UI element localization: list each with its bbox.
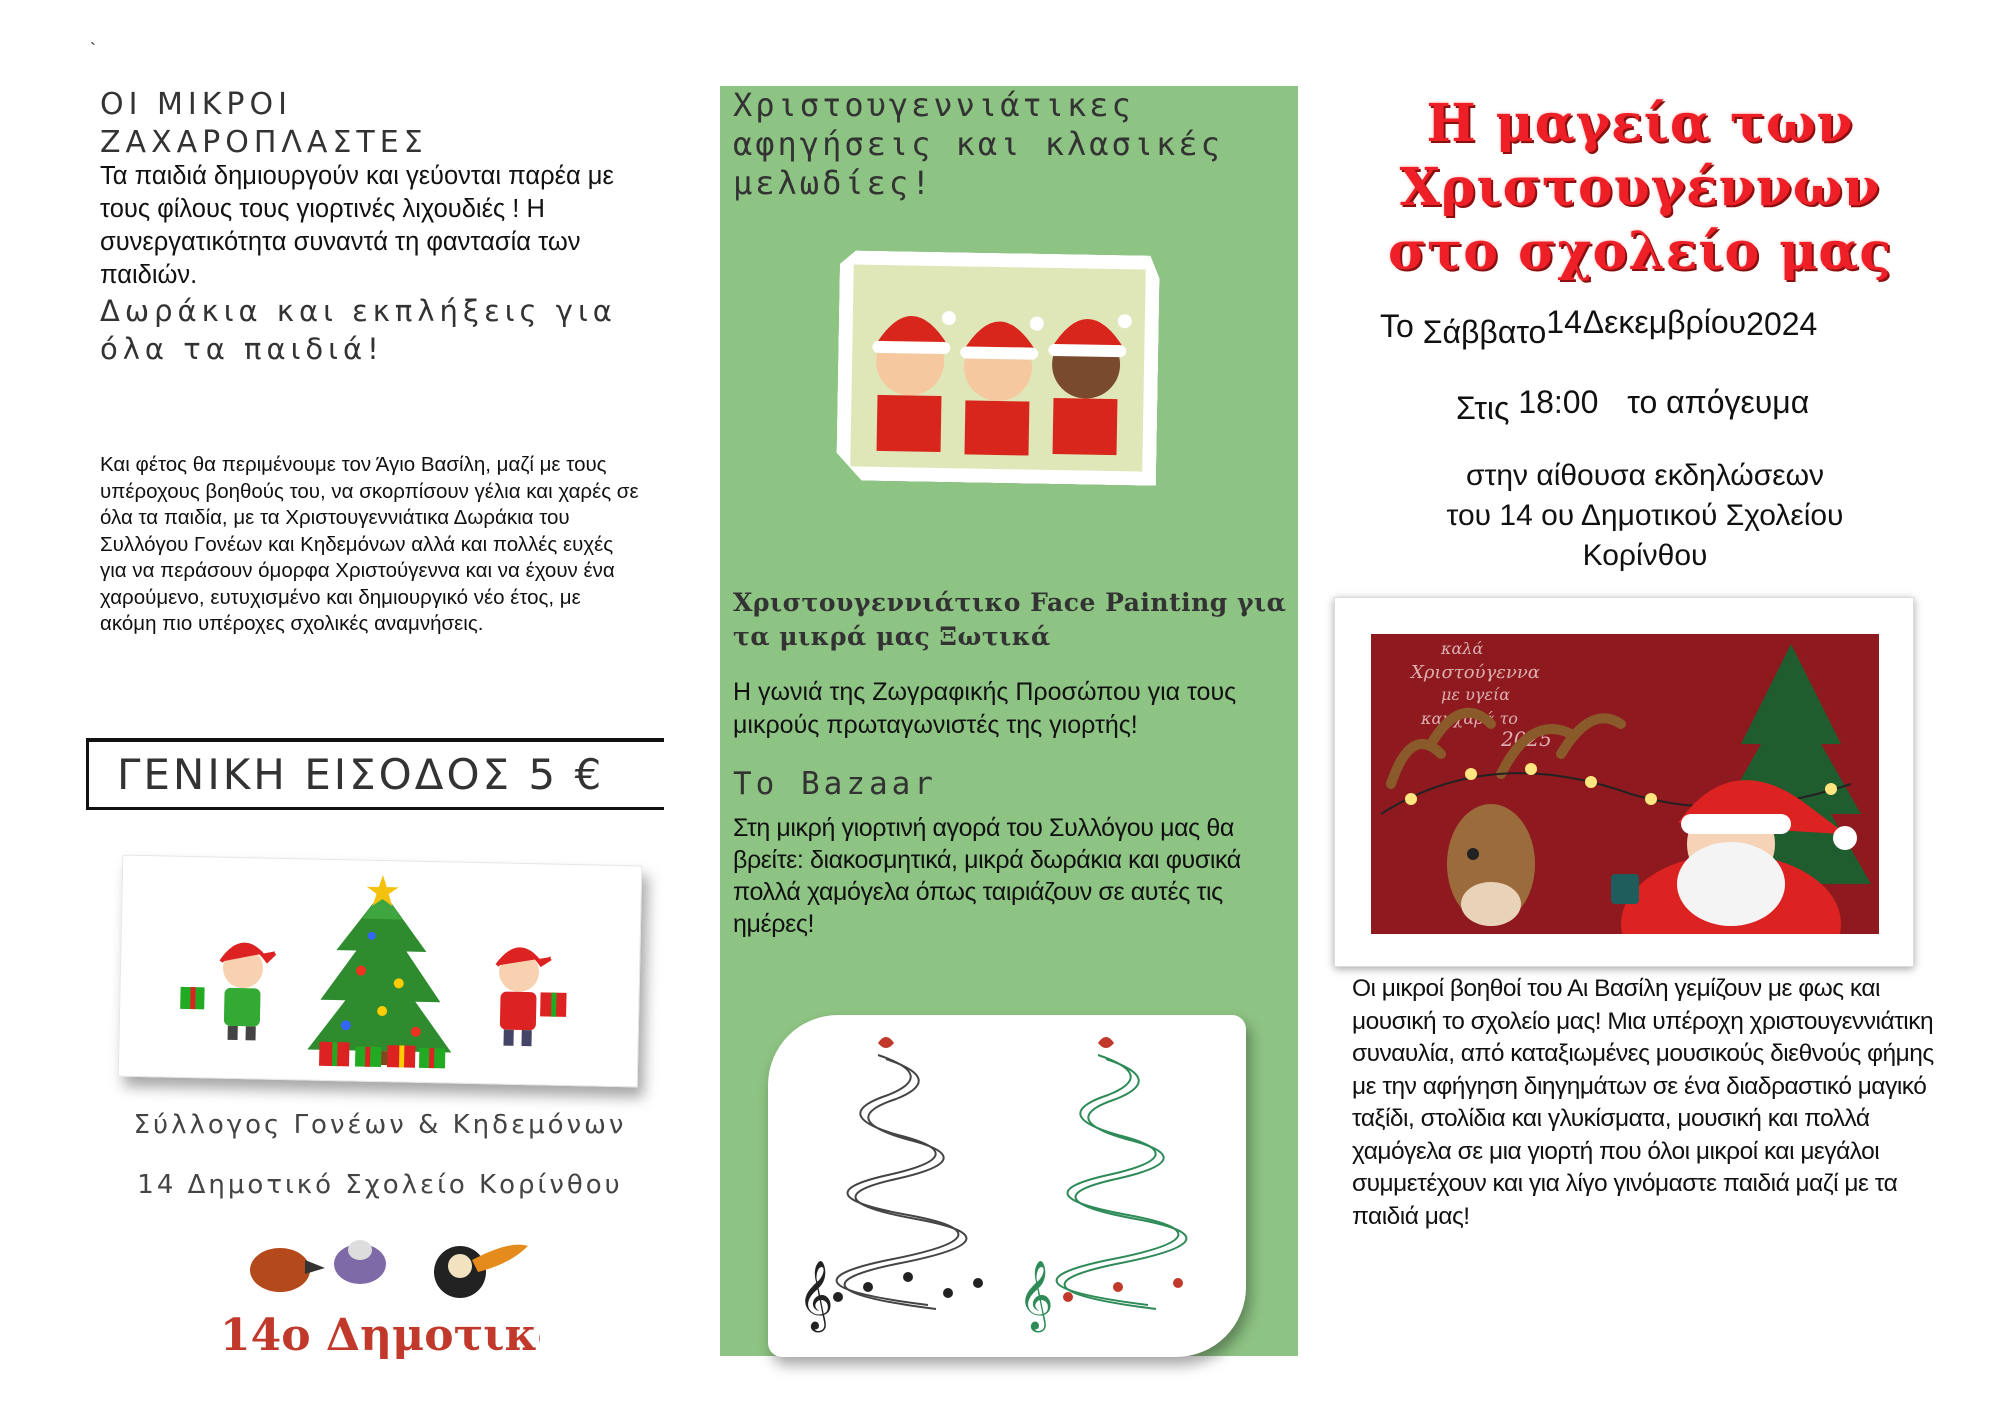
time-value: 18:00 xyxy=(1518,384,1599,420)
face-painting-text: Η γωνιά της Ζωγραφικής Προσώπου για τους μικρούς πρωταγωνιστές της γιορτής! xyxy=(733,678,1237,739)
date-number: 14 xyxy=(1546,304,1582,340)
time-prefix: Στις xyxy=(1456,390,1510,426)
gifts-heading: Δωράκια και εκπλήξεις για όλα τα παιδιά! xyxy=(100,294,617,366)
music-note-trees-illustration xyxy=(768,1015,1246,1357)
music-note-icon xyxy=(1057,1055,1187,1309)
stray-mark: ` xyxy=(90,40,96,60)
bazaar-text: Στη μικρή γιορτινή αγορά του Συλλόγου μας θα βρείτε: διακοσμητικά, μικρά δωράκια και φυσικά πολλά χαμόγελα όπως ταιριάζουν σε αυτές τις ημέρες! xyxy=(733,814,1241,938)
stories-heading: Χριστουγεννιάτικες αφηγήσεις και κλασικές μελωδίες! xyxy=(733,86,1223,202)
association-name: Σύλλογος Γονέων & Κηδεμόνων xyxy=(133,1110,627,1140)
svg-text:𝄞: 𝄞 xyxy=(1018,1260,1054,1330)
carol-singers-illustration xyxy=(850,264,1145,471)
card-year: 2025 xyxy=(1501,727,1552,751)
venue-line-1: στην αίθουσα εκδηλώσεων xyxy=(1465,459,1825,492)
date-day: Σάββατο xyxy=(1422,314,1547,350)
event-time xyxy=(1456,384,1876,426)
confectioners-text: Τα παιδιά δημιουργούν και γεύονται παρέα με τους φίλους τους γιορτινές λιχουδιές ! Η συνεργατικότητα συναντά τη φαντασία των παιδιών. xyxy=(100,162,614,289)
music-trees-card xyxy=(768,1015,1246,1357)
venue-line-2: του 14 ου Δημοτικού Σχολείου xyxy=(1446,499,1844,532)
face-painting-heading: Χριστουγεννιάτικο Face Painting για τα μικρά μας Ξωτικά xyxy=(733,588,1287,651)
santa-reindeer-card xyxy=(1334,597,1914,967)
event-venue xyxy=(1380,456,1910,576)
santa-reindeer-illustration xyxy=(1371,634,1879,934)
helpers-text: Οι μικροί βοηθοί του Αι Βασίλη γεμίζουν με φως και μουσική το σχολείο μας! Μια υπέροχη χριστουγεννιάτικη συναυλία, από καταξιωμένες μουσικούς διεθνούς φήμης με την αφήγηση διηγημάτων σε ένα διαδραστικό μαγικό ταξίδι, στολίδια και γλυκίσματα, μουσική και πολλά χαμόγελα σε μια γιορτή που όλοι μικροί και μεγάλοι συμμετέχουν και για λίγο γινόμαστε παιδιά μαζί με τα παιδιά μας! xyxy=(1352,975,1934,1230)
confectioners-heading: ΟΙ ΜΙΚΡΟΙ ΖΑΧΑΡΟΠΛΑΣΤΕΣ xyxy=(100,87,428,160)
date-year: 2024 xyxy=(1746,306,1818,342)
date-prefix: Το xyxy=(1380,308,1414,344)
event-date xyxy=(1380,304,1940,350)
bird-icon xyxy=(250,1240,528,1298)
title-line-3: στο σχολείο μας xyxy=(1387,221,1893,282)
christmas-tree-card xyxy=(118,855,643,1088)
logo-lettering: 14ο Δημοτικό xyxy=(220,1310,540,1361)
card-script-2: Χριστούγεννα xyxy=(1411,662,1540,683)
music-note-icon xyxy=(837,1055,967,1309)
christmas-tree-illustration xyxy=(119,856,644,1089)
bazaar-heading: Το Bazaar xyxy=(733,766,937,802)
date-month: Δεκεμβρίου xyxy=(1582,304,1747,340)
girl-elf-figure xyxy=(220,944,285,1041)
venue-line-3: Κορίνθου xyxy=(1582,539,1708,572)
event-title xyxy=(1350,92,1930,284)
entry-fee-label: ΓΕΝΙΚΗ ΕΙΣΟΔΟΣ 5 € xyxy=(117,750,605,799)
carol-singers-card xyxy=(836,250,1160,486)
card-script-1: καλά xyxy=(1441,639,1484,658)
christmas-tree-icon xyxy=(307,874,455,1067)
santa-hat-child-right xyxy=(1047,313,1132,455)
title-line-1: Η μαγεία των xyxy=(1426,93,1854,154)
santa-hat-child-left xyxy=(871,310,956,452)
card-script-3: με υγεία xyxy=(1441,685,1511,704)
school-logo xyxy=(210,1220,540,1370)
time-suffix: το απόγευμα xyxy=(1627,384,1810,420)
card-script-4: και χαρά το xyxy=(1421,709,1518,728)
santa-visit-text: Και φέτος θα περιμένουμε τον Άγιο Βασίλη, μαζί με τους υπέροχους βοηθούς του, να σκορπίσουν γέλια και χαρές σε όλα τα παιδία, με τα Χριστουγεννιάτικα Δωράκια του Συλλόγου Γονέων και Κηδεμόνων αλλά και πολλές ευχές για να περάσουν όμορφα Χριστούγεννα και να έχουν ένα χαρούμενο, ευτυχισμένο και δημιουργικό νέο έτος, με ακόμη πιο υπέροχες σχολικές αναμνήσεις. xyxy=(100,453,639,635)
school-name: 14 Δημοτικό Σχολείο Κορίνθου xyxy=(137,1170,623,1200)
title-line-2: Χριστουγέννων xyxy=(1399,157,1881,218)
entry-fee-box xyxy=(86,738,664,810)
santa-hat-child-middle xyxy=(958,315,1043,455)
svg-text:𝄞: 𝄞 xyxy=(798,1260,834,1330)
